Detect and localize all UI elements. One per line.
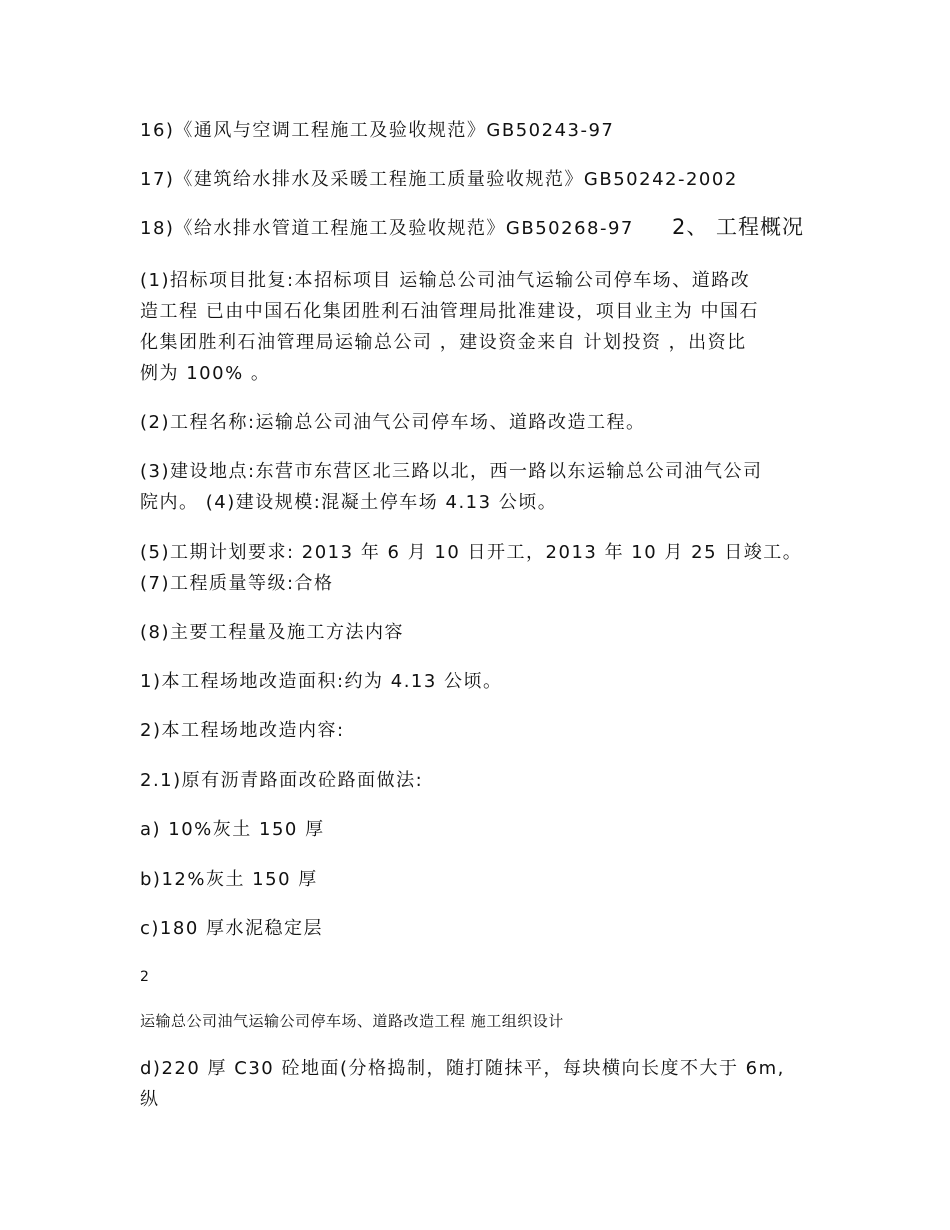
paragraph-line: 例为 100% 。 <box>140 363 271 384</box>
list-item: b)12%灰土 150 厚 <box>140 869 318 890</box>
section-heading: 2、 工程概况 <box>672 215 805 239</box>
reference-line-18: 18)《给水排水管道工程施工及验收规范》GB50268-97 <box>140 218 634 239</box>
paragraph-line: 院内。 (4)建设规模:混凝土停车场 4.13 公顷。 <box>140 492 558 513</box>
paragraph-line: (2)工程名称:运输总公司油气公司停车场、道路改造工程。 <box>140 412 646 433</box>
list-item: c)180 厚水泥稳定层 <box>140 918 323 939</box>
page-number: 2 <box>140 969 151 985</box>
paragraph-line: 2)本工程场地改造内容: <box>140 720 345 741</box>
list-item-continuation: 纵 <box>140 1089 160 1110</box>
list-item: d)220 厚 C30 砼地面(分格捣制，随打随抹平，每块横向长度不大于 6m, <box>140 1058 785 1079</box>
reference-line-16: 16)《通风与空调工程施工及验收规范》GB50243-97 <box>140 120 615 141</box>
list-item: a) 10%灰土 150 厚 <box>140 819 325 840</box>
reference-line-17: 17)《建筑给水排水及采暖工程施工质量验收规范》GB50242-2002 <box>140 169 738 190</box>
paragraph-line: (8)主要工程量及施工方法内容 <box>140 622 404 643</box>
paragraph-line: (3)建设地点:东营市东营区北三路以北，西一路以东运输总公司油气公司 <box>140 461 763 482</box>
paragraph-line: (7)工程质量等级:合格 <box>140 573 334 594</box>
paragraph-line: (1)招标项目批复:本招标项目 运输总公司油气运输公司停车场、道路改 <box>140 270 751 291</box>
paragraph-line: 造工程 已由中国石化集团胜利石油管理局批准建设，项目业主为 中国石 <box>140 301 759 322</box>
paragraph-line: 1)本工程场地改造面积:约为 4.13 公顷。 <box>140 671 503 692</box>
running-header: 运输总公司油气运输公司停车场、道路改造工程 施工组织设计 <box>140 1012 564 1030</box>
paragraph-line: (5)工期计划要求: 2013 年 6 月 10 日开工，2013 年 10 月 25 日竣工。 <box>140 542 803 563</box>
paragraph-line: 2.1)原有沥青路面改砼路面做法: <box>140 770 424 791</box>
paragraph-line: 化集团胜利石油管理局运输总公司 ，建设资金来自 计划投资 ，出资比 <box>140 332 747 353</box>
